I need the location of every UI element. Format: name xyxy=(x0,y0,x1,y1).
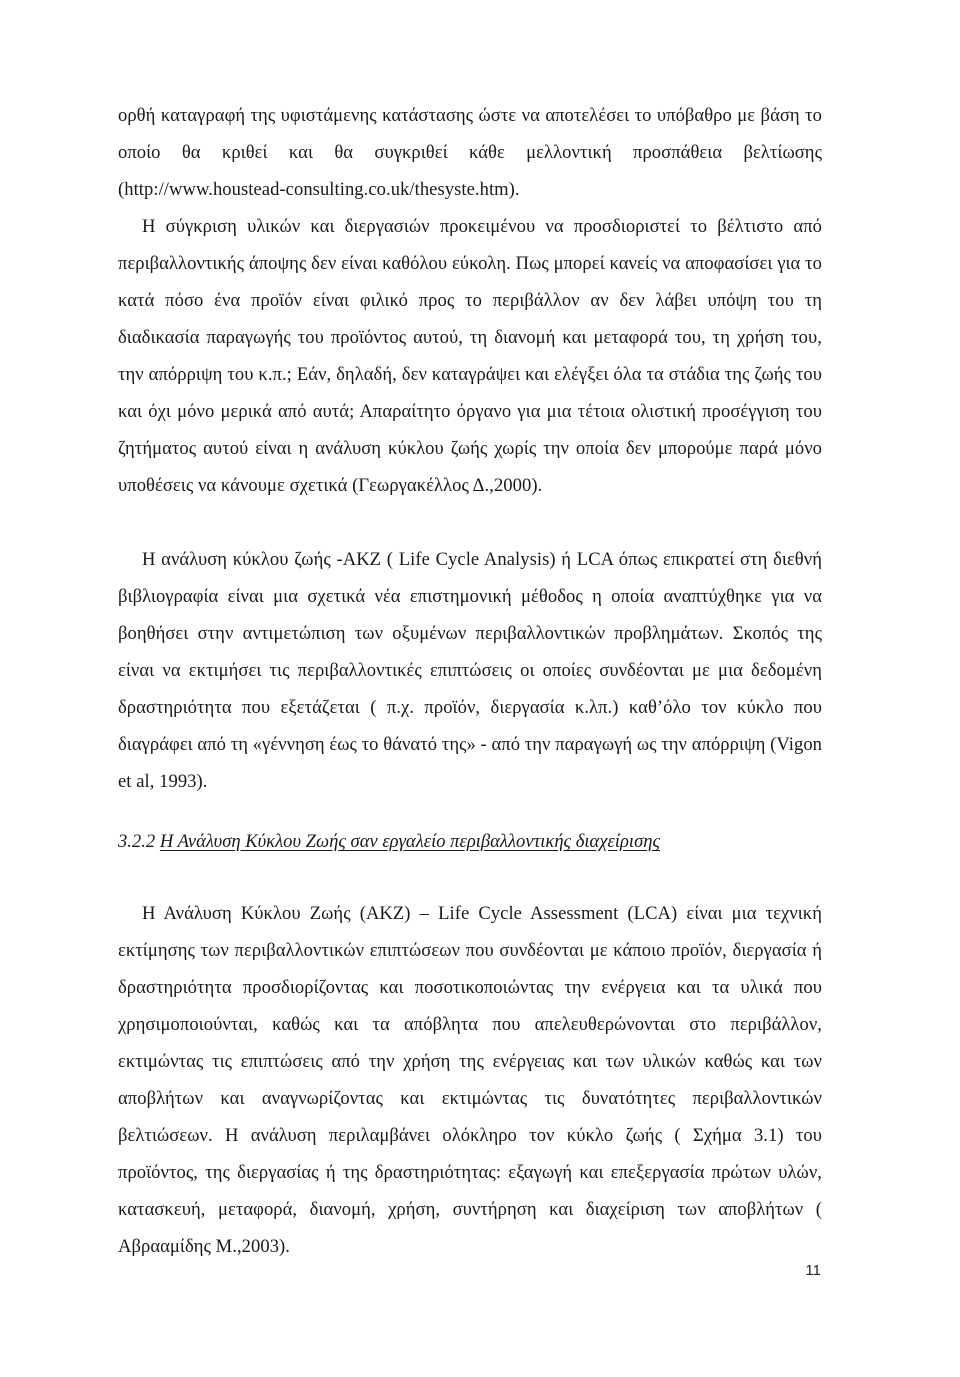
section-number: 3.2.2 xyxy=(118,831,156,852)
page-number: 11 xyxy=(805,1262,821,1279)
section-title: Η Ανάλυση Κύκλου Ζωής σαν εργαλείο περιβαλλοντικής διαχείρισης xyxy=(159,831,661,852)
paragraph-material-comparison: Η σύγκριση υλικών και διεργασιών προκειμένου να προσδιοριστεί το βέλτιστο από περιβαλλοντικής άποψης δεν είναι καθόλου εύκολη. Πως μπορεί κανείς να αποφασίσει για το κατά πόσο ένα προϊόν είναι φιλικό προς το περιβάλλον αν δεν λάβει υπόψη του τη διαδικασία παραγωγής του προϊόντος αυτού, τη διανομή και μεταφορά του, τη χρήση του, την απόρριψη του κ.π.; Εάν, δηλαδή, δεν καταγράψει και ελέγξει όλα τα στάδια της ζωής του και όχι μόνο μερικά από αυτά; Απαραίτητο όργανο για μια τέτοια ολιστική προσέγγιση του ζητήματος αυτού είναι η ανάλυση κύκλου ζωής χωρίς την οποία δεν μπορούμε παρά μόνο υποθέσεις να κάνουμε σχετικά (Γεωργακέλλος Δ.,2000). xyxy=(118,216,822,496)
paragraph-lca-definition: Η ανάλυση κύκλου ζωής -ΑΚΖ ( Life Cycle Analysis) ή LCA όπως επικρατεί στη διεθνή βιβλιογραφία είναι μια σχετικά νέα επιστημονική μέθοδος η οποία αναπτύχθηκε για να βοηθήσει στην αντιμετώπιση των οξυμένων περιβαλλοντικών προβλημάτων. Σκοπός της είναι να εκτιμήσει τις περιβαλλοντικές επιπτώσεις οι οποίες συνδέονται με μια δεδομένη δραστηριότητα που εξετάζεται ( π.χ. προϊόν, διεργασία κ.λπ.) καθ’όλο τον κύκλο που διαγράφει από τη «γέννηση έως το θάνατό της» - από την παραγωγή ως την απόρριψη (Vigon et al, 1993). xyxy=(118,549,823,792)
paragraph-lca-assessment: Η Ανάλυση Κύκλου Ζωής (ΑΚΖ) – Life Cycle Assessment (LCA) είναι μια τεχνική εκτίμησης των περιβαλλοντικών επιπτώσεων που συνδέονται με κάποιο προϊόν, διεργασία ή δραστηριότητα προσδιορίζοντας και ποσοτικοποιώντας την ενέργεια και τα υλικά που χρησιμοποιούνται, καθώς και τα απόβλητα που απελευθερώνονται στο περιβάλλον, εκτιμώντας τις επιπτώσεις από την χρήση της ενέργειας και των υλικών καθώς και των αποβλήτων και αναγνωρίζοντας και εκτιμώντας τις δυνατότητες περιβαλλοντικών βελτιώσεων. Η ανάλυση περιλαμβάνει ολόκληρο τον κύκλο ζωής ( Σχήμα 3.1) του προϊόντος, της διεργασίας ή της δραστηριότητας: εξαγωγή και επεξεργασία πρώτων υλών, κατασκευή, μεταφορά, διανομή, χρήση, συντήρηση και διαχείριση των αποβλήτων ( Αβρααμίδης Μ.,2003). xyxy=(118,903,822,1257)
paragraph-continuation: ορθή καταγραφή της υφιστάμενης κατάστασης ώστε να αποτελέσει το υπόβαθρο με βάση το οποίο θα κριθεί και θα συγκριθεί κάθε μελλοντική προσπάθεια βελτίωσης (http://www.houstead-consulting.co.uk/thesyste.htm). xyxy=(118,105,822,200)
section-heading xyxy=(118,827,660,857)
